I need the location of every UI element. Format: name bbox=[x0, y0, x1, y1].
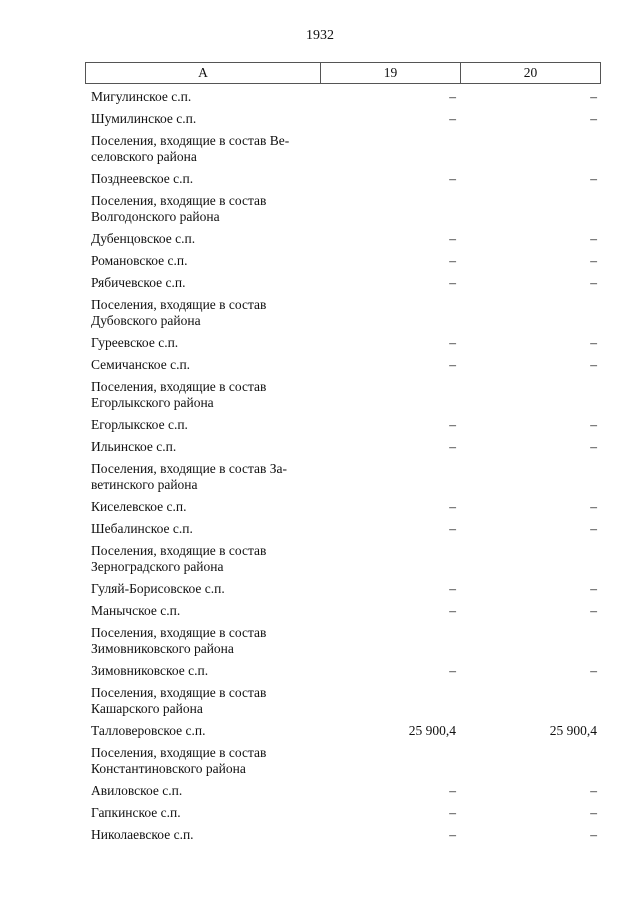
settlement-name-cell: Шебалинское с.п. bbox=[91, 521, 193, 536]
table-row bbox=[85, 272, 601, 294]
value-cell-20: – bbox=[590, 111, 597, 126]
table-group-row bbox=[85, 376, 601, 414]
settlement-name-cell: Гуреевское с.п. bbox=[91, 335, 179, 350]
value-cell-19: – bbox=[449, 581, 456, 596]
value-cell-19 bbox=[319, 622, 460, 628]
value-cell-20: – bbox=[590, 827, 597, 842]
group-heading-cell: Поселения, входящие в состав Константиновского района bbox=[91, 745, 267, 776]
value-cell-19: 25 900,4 bbox=[408, 723, 456, 738]
table-row bbox=[85, 354, 601, 376]
table-row bbox=[85, 414, 601, 436]
table-row bbox=[85, 250, 601, 272]
table-group-row bbox=[85, 458, 601, 496]
table-row bbox=[85, 780, 601, 802]
value-cell-19: – bbox=[449, 783, 456, 798]
table-row bbox=[85, 600, 601, 622]
table-row bbox=[85, 108, 601, 130]
value-cell-20: – bbox=[590, 171, 597, 186]
table-row bbox=[85, 332, 601, 354]
group-heading-cell: Поселения, входящие в состав Зимовниковского района bbox=[91, 625, 267, 656]
group-heading-cell: Поселения, входящие в состав Дубовского района bbox=[91, 297, 267, 328]
value-cell-19: – bbox=[449, 275, 456, 290]
value-cell-19: – bbox=[449, 439, 456, 454]
table-row bbox=[85, 720, 601, 742]
table-row bbox=[85, 802, 601, 824]
value-cell-19: – bbox=[449, 521, 456, 536]
value-cell-19: – bbox=[449, 417, 456, 432]
value-cell-19: – bbox=[449, 89, 456, 104]
table-row bbox=[85, 660, 601, 682]
value-cell-19 bbox=[319, 376, 460, 382]
value-cell-19 bbox=[319, 130, 460, 136]
value-cell-20: – bbox=[590, 663, 597, 678]
value-cell-19 bbox=[319, 458, 460, 464]
settlement-name-cell: Авиловское с.п. bbox=[91, 783, 183, 798]
table-row bbox=[85, 578, 601, 600]
value-cell-20 bbox=[460, 458, 601, 464]
settlement-name-cell: Мигулинское с.п. bbox=[91, 89, 192, 104]
header-col-19: 19 bbox=[321, 63, 461, 83]
settlement-name-cell: Романовское с.п. bbox=[91, 253, 188, 268]
settlement-name-cell: Гапкинское с.п. bbox=[91, 805, 181, 820]
table-header bbox=[85, 62, 601, 84]
group-heading-cell: Поселения, входящие в состав Егорлыкского района bbox=[91, 379, 267, 410]
table-group-row bbox=[85, 622, 601, 660]
header-col-a: А bbox=[86, 63, 321, 83]
value-cell-20: – bbox=[590, 603, 597, 618]
settlement-name-cell: Гуляй-Борисовское с.п. bbox=[91, 581, 225, 596]
settlement-name-cell: Ильинское с.п. bbox=[91, 439, 177, 454]
group-heading-cell: Поселения, входящие в состав За- ветинского района bbox=[91, 461, 288, 492]
value-cell-20: – bbox=[590, 581, 597, 596]
group-heading-cell: Поселения, входящие в состав Кашарского района bbox=[91, 685, 267, 716]
value-cell-19: – bbox=[449, 663, 456, 678]
value-cell-20: – bbox=[590, 439, 597, 454]
table-row bbox=[85, 86, 601, 108]
table-group-row bbox=[85, 294, 601, 332]
table-row bbox=[85, 228, 601, 250]
value-cell-20: 25 900,4 bbox=[549, 723, 597, 738]
value-cell-20: – bbox=[590, 499, 597, 514]
value-cell-19: – bbox=[449, 499, 456, 514]
settlement-name-cell: Дубенцовское с.п. bbox=[91, 231, 196, 246]
value-cell-19 bbox=[319, 294, 460, 300]
table-row bbox=[85, 436, 601, 458]
table-group-row bbox=[85, 130, 601, 168]
table-group-row bbox=[85, 682, 601, 720]
value-cell-19: – bbox=[449, 357, 456, 372]
table-row bbox=[85, 824, 601, 846]
value-cell-20 bbox=[460, 130, 601, 136]
value-cell-20: – bbox=[590, 253, 597, 268]
data-table bbox=[85, 62, 601, 846]
table-group-row bbox=[85, 190, 601, 228]
value-cell-19: – bbox=[449, 111, 456, 126]
settlement-name-cell: Манычское с.п. bbox=[91, 603, 181, 618]
settlement-name-cell: Семичанское с.п. bbox=[91, 357, 191, 372]
table-group-row bbox=[85, 540, 601, 578]
value-cell-19 bbox=[319, 682, 460, 688]
value-cell-20: – bbox=[590, 335, 597, 350]
value-cell-19: – bbox=[449, 253, 456, 268]
value-cell-20 bbox=[460, 622, 601, 628]
group-heading-cell: Поселения, входящие в состав Волгодонского района bbox=[91, 193, 267, 224]
value-cell-20: – bbox=[590, 231, 597, 246]
group-heading-cell: Поселения, входящие в состав Ве- селовского района bbox=[91, 133, 290, 164]
value-cell-20 bbox=[460, 376, 601, 382]
table-body bbox=[85, 84, 601, 846]
settlement-name-cell: Киселевское с.п. bbox=[91, 499, 187, 514]
value-cell-20 bbox=[460, 190, 601, 196]
value-cell-20: – bbox=[590, 275, 597, 290]
value-cell-20: – bbox=[590, 417, 597, 432]
table-group-row bbox=[85, 742, 601, 780]
value-cell-19 bbox=[319, 540, 460, 546]
value-cell-19: – bbox=[449, 805, 456, 820]
value-cell-20 bbox=[460, 540, 601, 546]
settlement-name-cell: Зимовниковское с.п. bbox=[91, 663, 209, 678]
settlement-name-cell: Егорлыкское с.п. bbox=[91, 417, 188, 432]
value-cell-19: – bbox=[449, 827, 456, 842]
settlement-name-cell: Рябичевское с.п. bbox=[91, 275, 186, 290]
value-cell-20: – bbox=[590, 357, 597, 372]
value-cell-19: – bbox=[449, 171, 456, 186]
value-cell-20: – bbox=[590, 805, 597, 820]
settlement-name-cell: Талловеровское с.п. bbox=[91, 723, 206, 738]
value-cell-19: – bbox=[449, 335, 456, 350]
value-cell-19: – bbox=[449, 231, 456, 246]
value-cell-19: – bbox=[449, 603, 456, 618]
value-cell-20: – bbox=[590, 783, 597, 798]
table-row bbox=[85, 518, 601, 540]
value-cell-20: – bbox=[590, 89, 597, 104]
settlement-name-cell: Шумилинское с.п. bbox=[91, 111, 197, 126]
settlement-name-cell: Николаевское с.п. bbox=[91, 827, 194, 842]
header-col-20: 20 bbox=[523, 65, 538, 80]
value-cell-20 bbox=[460, 294, 601, 300]
page-number: 1932 bbox=[306, 28, 334, 43]
table-row bbox=[85, 496, 601, 518]
group-heading-cell: Поселения, входящие в состав Зерноградского района bbox=[91, 543, 267, 574]
value-cell-20: – bbox=[590, 521, 597, 536]
table-row bbox=[85, 168, 601, 190]
settlement-name-cell: Позднеевское с.п. bbox=[91, 171, 194, 186]
value-cell-19 bbox=[319, 742, 460, 748]
value-cell-19 bbox=[319, 190, 460, 196]
value-cell-20 bbox=[460, 742, 601, 748]
value-cell-20 bbox=[460, 682, 601, 688]
